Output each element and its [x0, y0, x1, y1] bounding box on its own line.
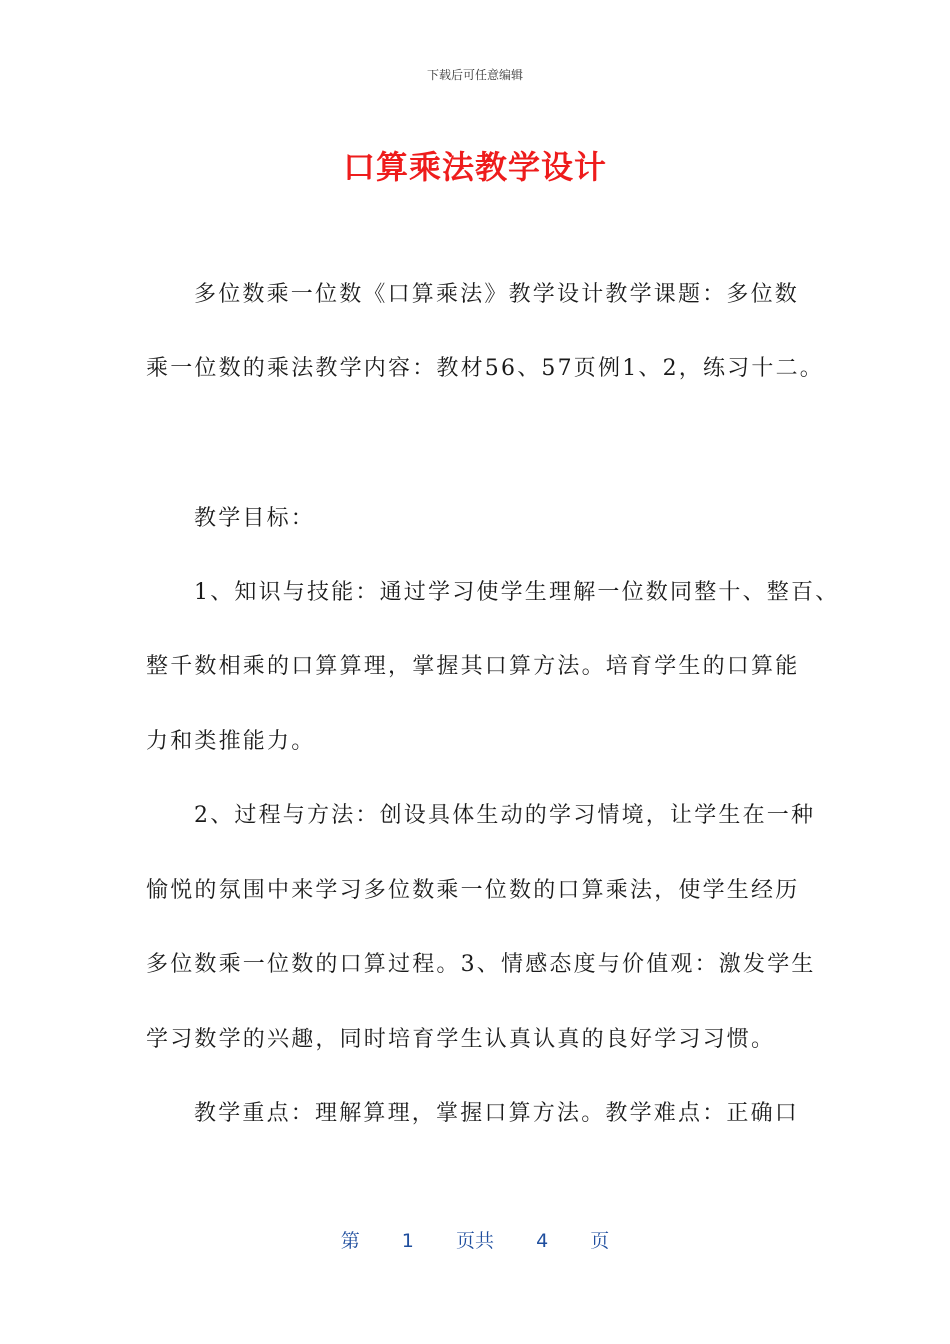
section-heading-objectives: 教学目标： — [194, 506, 316, 531]
document-title: 口算乘法教学设计 — [342, 148, 607, 186]
page-footer — [0, 1226, 950, 1253]
footer-prefix: 第 — [340, 1230, 360, 1252]
body-line-7: 2、过程与方法：创设具体生动的学习情境，让学生在一种 — [194, 803, 816, 828]
page-header-note: 下载后可任意编辑 — [426, 68, 523, 82]
body-line-11: 教学重点：理解算理，掌握口算方法。教学难点：正确口 — [194, 1101, 800, 1126]
footer-suffix: 页 — [590, 1230, 610, 1252]
body-line-2: 乘一位数的乘法教学内容：教材56、57页例1、2，练习十二。 — [146, 356, 824, 381]
footer-total-pages: 4 — [536, 1230, 549, 1252]
body-line-10: 学习数学的兴趣，同时培育学生认真认真的良好学习习惯。 — [146, 1027, 776, 1052]
body-line-6: 力和类推能力。 — [146, 729, 316, 754]
footer-current-page: 1 — [401, 1230, 414, 1252]
body-line-5: 整千数相乘的口算算理，掌握其口算方法。培育学生的口算能 — [146, 654, 800, 679]
body-line-1: 多位数乘一位数《口算乘法》教学设计教学课题：多位数 — [194, 282, 800, 307]
footer-mid: 页共 — [455, 1230, 494, 1252]
body-line-4: 1、知识与技能：通过学习使学生理解一位数同整十、整百、 — [194, 580, 840, 605]
body-line-9: 多位数乘一位数的口算过程。3、情感态度与价值观：激发学生 — [146, 952, 816, 977]
body-line-8: 愉悦的氛围中来学习多位数乘一位数的口算乘法，使学生经历 — [146, 878, 800, 903]
